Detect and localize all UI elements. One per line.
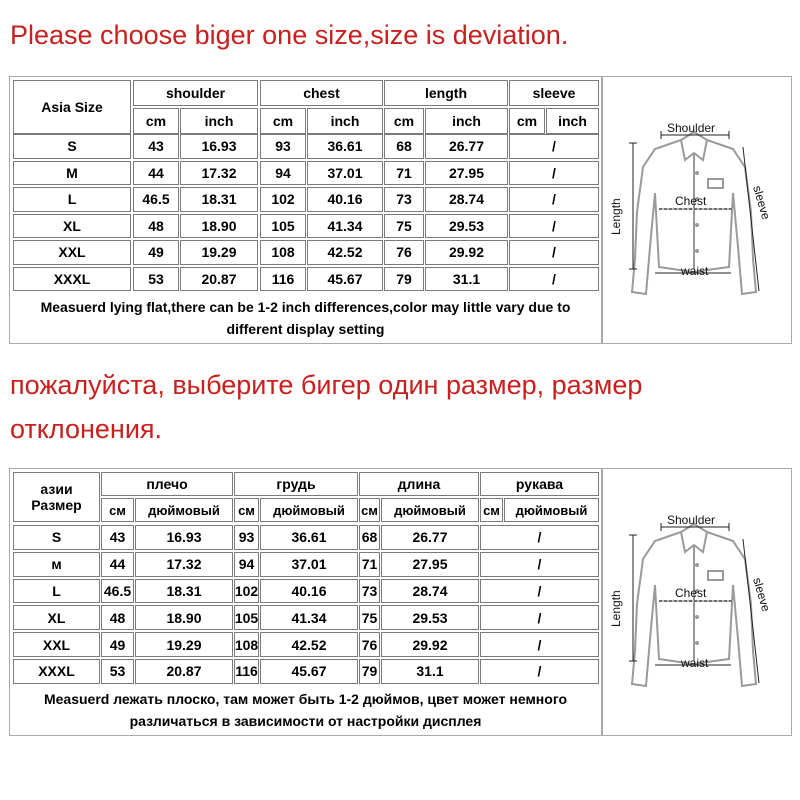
measurement-cell: 46.5 xyxy=(101,579,134,604)
sleeve-label: sleeve xyxy=(750,183,774,222)
measurement-cell: 29.53 xyxy=(425,214,508,239)
sleeve-cell: / xyxy=(480,659,599,684)
size-label-cell: м xyxy=(13,552,100,577)
measurement-cell: 41.34 xyxy=(307,214,383,239)
measurement-cell: 94 xyxy=(260,161,306,186)
shirt-figure-russian xyxy=(602,468,792,736)
measurement-cell: 71 xyxy=(359,552,380,577)
measure-group-header: sleeve xyxy=(509,80,599,106)
measurement-cell: 79 xyxy=(384,267,424,292)
chest-label: Chest xyxy=(675,586,707,600)
measurement-cell: 105 xyxy=(260,214,306,239)
measurement-cell: 68 xyxy=(384,134,424,159)
measurement-cell: 94 xyxy=(234,552,259,577)
measurement-cell: 71 xyxy=(384,161,424,186)
size-label-cell: L xyxy=(13,579,100,604)
sleeve-cell: / xyxy=(509,187,599,212)
measurement-cell: 16.93 xyxy=(180,134,258,159)
unit-header: дюймовый xyxy=(381,498,479,522)
measurement-cell: 36.61 xyxy=(260,525,358,550)
size-table-russian xyxy=(9,468,602,736)
sleeve-cell: / xyxy=(509,134,599,159)
measurement-cell: 29.53 xyxy=(381,605,479,630)
measurement-cell: 31.1 xyxy=(425,267,508,292)
measurement-cell: 40.16 xyxy=(260,579,358,604)
size-label-cell: XL xyxy=(13,214,131,239)
unit-header: дюймовый xyxy=(135,498,233,522)
measurement-cell: 108 xyxy=(260,240,306,265)
sleeve-cell: / xyxy=(480,632,599,657)
measurement-cell: 45.67 xyxy=(260,659,358,684)
measurement-cell: 36.61 xyxy=(307,134,383,159)
shoulder-label: Shoulder xyxy=(667,513,716,527)
size-label-cell: L xyxy=(13,187,131,212)
measurement-cell: 116 xyxy=(260,267,306,292)
waist-label: waist xyxy=(681,656,709,670)
measurement-cell: 48 xyxy=(101,605,134,630)
measurement-cell: 19.29 xyxy=(180,240,258,265)
measurement-cell: 75 xyxy=(359,605,380,630)
headline-russian-line1: пожалуйста, выберите бигер один размер, размер xyxy=(10,370,643,400)
measurement-cell: 53 xyxy=(101,659,134,684)
shirt-measurement-diagram-icon xyxy=(603,77,791,343)
measurement-cell: 27.95 xyxy=(425,161,508,186)
measurement-cell: 43 xyxy=(133,134,179,159)
measurement-cell: 105 xyxy=(234,605,259,630)
length-label: Length xyxy=(609,198,623,235)
measurement-cell: 43 xyxy=(101,525,134,550)
size-label-cell: XXL xyxy=(13,240,131,265)
size-label-cell: M xyxy=(13,161,131,186)
measurement-cell: 48 xyxy=(133,214,179,239)
measurement-cell: 73 xyxy=(384,187,424,212)
measurement-cell: 28.74 xyxy=(425,187,508,212)
measurement-cell: 116 xyxy=(234,659,259,684)
unit-header: inch xyxy=(546,108,599,134)
measurement-cell: 18.31 xyxy=(180,187,258,212)
measurement-cell: 41.34 xyxy=(260,605,358,630)
measurement-cell: 29.92 xyxy=(425,240,508,265)
note-english: Measuerd lying flat,there can be 1-2 inch differences,color may little vary due to different display setting xyxy=(40,299,571,337)
measurement-cell: 102 xyxy=(260,187,306,212)
size-header-line: Размер xyxy=(31,497,82,513)
measurement-cell: 16.93 xyxy=(135,525,233,550)
chest-label: Chest xyxy=(675,194,707,208)
measurement-cell: 28.74 xyxy=(381,579,479,604)
unit-header: inch xyxy=(307,108,383,134)
unit-header: inch xyxy=(425,108,508,134)
measurement-cell: 93 xyxy=(260,134,306,159)
measurement-cell: 18.90 xyxy=(180,214,258,239)
measure-group-header: shoulder xyxy=(133,80,258,106)
measure-group-header: плечо xyxy=(101,472,233,496)
unit-header: см xyxy=(234,498,259,522)
unit-header: cm xyxy=(509,108,545,134)
measure-group-header: length xyxy=(384,80,508,106)
measurement-cell: 79 xyxy=(359,659,380,684)
shoulder-label: Shoulder xyxy=(667,121,716,135)
size-label-cell: XL xyxy=(13,605,100,630)
measurement-cell: 37.01 xyxy=(260,552,358,577)
size-label-cell: XXL xyxy=(13,632,100,657)
length-label: Length xyxy=(609,590,623,627)
measurement-cell: 26.77 xyxy=(425,134,508,159)
unit-header: дюймовый xyxy=(260,498,358,522)
measurement-cell: 76 xyxy=(359,632,380,657)
measure-group-header: chest xyxy=(260,80,383,106)
measurement-cell: 17.32 xyxy=(180,161,258,186)
measurement-cell: 18.90 xyxy=(135,605,233,630)
measurement-cell: 68 xyxy=(359,525,380,550)
size-header xyxy=(13,472,100,522)
shirt-measurement-diagram-icon xyxy=(603,469,791,735)
sleeve-cell: / xyxy=(480,552,599,577)
measurement-cell: 93 xyxy=(234,525,259,550)
unit-header: cm xyxy=(384,108,424,134)
measurement-cell: 27.95 xyxy=(381,552,479,577)
measurement-cell: 26.77 xyxy=(381,525,479,550)
measurement-cell: 108 xyxy=(234,632,259,657)
size-header-line: азии xyxy=(40,481,73,497)
size-label-cell: S xyxy=(13,525,100,550)
measure-group-header: рукава xyxy=(480,472,599,496)
sleeve-cell: / xyxy=(509,214,599,239)
shirt-buttons xyxy=(695,171,699,253)
measurement-cell: 42.52 xyxy=(260,632,358,657)
measurement-cell: 49 xyxy=(101,632,134,657)
shirt-buttons xyxy=(695,563,699,645)
unit-header: cm xyxy=(133,108,179,134)
measurement-cell: 37.01 xyxy=(307,161,383,186)
unit-header: cm xyxy=(260,108,306,134)
shirt-figure-english xyxy=(602,76,792,344)
unit-header: см xyxy=(359,498,380,522)
sleeve-cell: / xyxy=(480,579,599,604)
measurement-cell: 40.16 xyxy=(307,187,383,212)
headline-russian-line2: отклонения. xyxy=(10,414,163,444)
size-label-cell: XXXL xyxy=(13,267,131,292)
measurement-cell: 44 xyxy=(133,161,179,186)
note-russian: Measuerd лежать плоско, там может быть 1-2 дюймов, цвет может немного различаться в зависимости от настройки дисплея xyxy=(43,691,568,729)
measurement-cell: 53 xyxy=(133,267,179,292)
headline-english: Please choose biger one size,size is deviation. xyxy=(10,20,569,50)
measurement-cell: 44 xyxy=(101,552,134,577)
measurement-cell: 31.1 xyxy=(381,659,479,684)
measurement-cell: 46.5 xyxy=(133,187,179,212)
waist-label: waist xyxy=(681,264,709,278)
measurement-cell: 18.31 xyxy=(135,579,233,604)
unit-header: см xyxy=(480,498,503,522)
measure-group-header: грудь xyxy=(234,472,358,496)
measure-group-header: длина xyxy=(359,472,479,496)
sleeve-cell: / xyxy=(509,240,599,265)
unit-header: см xyxy=(101,498,134,522)
measurement-cell: 20.87 xyxy=(135,659,233,684)
measurement-cell: 42.52 xyxy=(307,240,383,265)
size-table-english xyxy=(9,76,602,344)
measurement-cell: 29.92 xyxy=(381,632,479,657)
sleeve-cell: / xyxy=(509,161,599,186)
size-label-cell: S xyxy=(13,134,131,159)
measurement-cell: 20.87 xyxy=(180,267,258,292)
measurement-cell: 49 xyxy=(133,240,179,265)
unit-header: дюймовый xyxy=(504,498,599,522)
size-label-cell: XXXL xyxy=(13,659,100,684)
measurement-cell: 102 xyxy=(234,579,259,604)
measurement-cell: 45.67 xyxy=(307,267,383,292)
measurement-cell: 76 xyxy=(384,240,424,265)
sleeve-cell: / xyxy=(509,267,599,292)
sleeve-cell: / xyxy=(480,525,599,550)
measurement-cell: 75 xyxy=(384,214,424,239)
sleeve-cell: / xyxy=(480,605,599,630)
measurement-cell: 19.29 xyxy=(135,632,233,657)
measurement-cell: 17.32 xyxy=(135,552,233,577)
sleeve-label: sleeve xyxy=(750,575,774,614)
size-header: Asia Size xyxy=(13,80,131,134)
measurement-cell: 73 xyxy=(359,579,380,604)
unit-header: inch xyxy=(180,108,258,134)
